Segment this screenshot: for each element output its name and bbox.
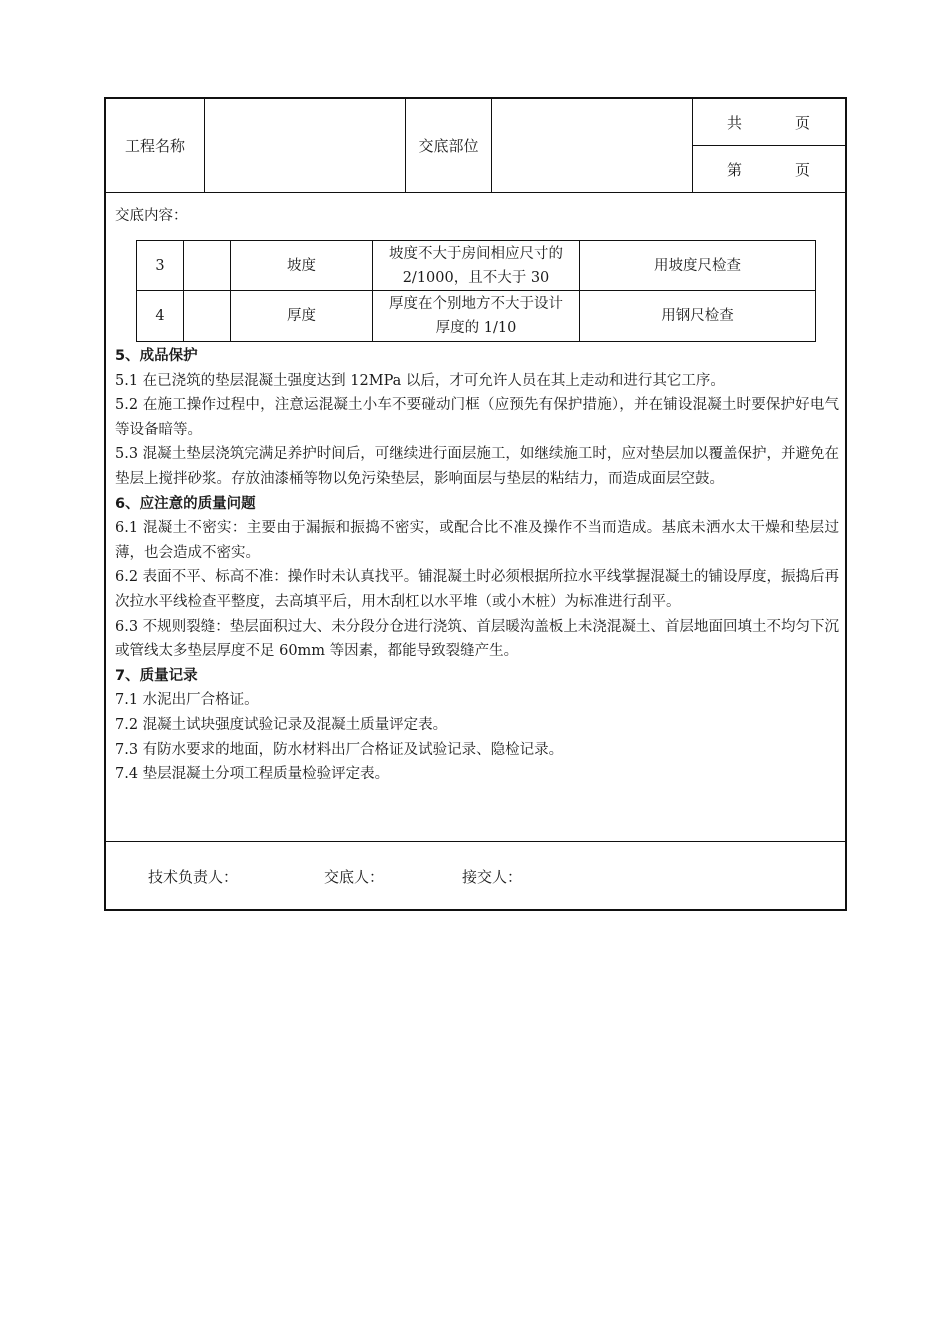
row-standard — [373, 291, 580, 342]
paragraph: 7.2 混凝土试块强度试验记录及混凝土质量评定表。 — [115, 716, 448, 733]
paragraph: 5.2 在施工操作过程中，注意运混凝土小车不要碰动门框（应预先有保护措施），并在铺设混凝土时要保护好电气等设备暗等。 — [115, 397, 839, 438]
table-row — [137, 291, 816, 342]
tech-lead-signature-label: 技术负责人： — [148, 868, 239, 886]
total-label: 共 — [727, 113, 743, 132]
paragraph: 5.3 混凝土垫层浇筑完满足养护时间后，可继续进行面层施工，如继续施工时，应对垫层加以覆盖保护，并避免在垫层上搅拌砂浆。存放油漆桶等物以免污染垫层，影响面层与垫层的粘结力，而造成面层空鼓。 — [115, 446, 839, 487]
signature-row — [106, 842, 845, 909]
row-number: 4 — [137, 291, 184, 342]
content-intro-label: 交底内容： — [115, 208, 188, 224]
section-heading: 5、成品保护 — [115, 348, 198, 364]
inspection-table — [136, 240, 816, 342]
paragraph: 6.2 表面不平、标高不准：操作时未认真找平。铺混凝土时必须根据所拉水平线掌握混凝土的铺设厚度，振捣后再次拉水平线检查平整度，去高填平后，用木刮杠以水平堆（或小木桩）为标准进行刮平。 — [115, 569, 839, 610]
handover-content — [106, 193, 845, 842]
row-blank — [184, 241, 231, 291]
project-name-label: 工程名称 — [106, 99, 205, 192]
standard-line: 坡度不大于房间相应尺寸的 — [389, 245, 563, 262]
total-pages — [693, 99, 845, 146]
total-unit: 页 — [795, 113, 811, 132]
paragraph: 7.4 垫层混凝土分项工程质量检验评定表。 — [115, 766, 390, 783]
standard-line: 2/1000，且不大于 30 — [402, 269, 550, 286]
paragraph: 7.1 水泥出厂合格证。 — [115, 692, 259, 709]
row-blank — [184, 291, 231, 342]
row-standard — [373, 241, 580, 291]
row-item: 坡度 — [231, 241, 373, 291]
row-number: 3 — [137, 241, 184, 291]
handover-part-label: 交底部位 — [406, 99, 492, 192]
paragraph: 6.3 不规则裂缝：垫层面积过大、未分段分仓进行浇筑、首层暖沟盖板上未浇混凝土、首层地面回填土不均匀下沉或管线太多垫层厚度不足 60mm 等因素，都能导致裂缝产生。 — [115, 618, 839, 660]
section-heading: 6、应注意的质量问题 — [115, 495, 256, 512]
page-unit: 页 — [795, 160, 811, 179]
handover-form — [104, 97, 847, 911]
content-body — [115, 344, 839, 787]
page-label: 第 — [727, 160, 743, 179]
form-header — [106, 99, 845, 193]
row-item: 厚度 — [231, 291, 373, 342]
handover-person-signature-label: 交底人： — [324, 868, 385, 886]
receiver-signature-label: 接交人： — [462, 868, 523, 886]
row-method: 用钢尺检查 — [580, 291, 816, 342]
project-name-field[interactable] — [205, 99, 406, 192]
standard-line: 厚度在个别地方不大于设计 — [389, 296, 563, 312]
standard-line: 厚度的 1/10 — [435, 320, 517, 336]
paragraph: 5.1 在已浇筑的垫层混凝土强度达到 12MPa 以后，才可允许人员在其上走动和进行其它工序。 — [115, 372, 725, 389]
paragraph: 7.3 有防水要求的地面，防水材料出厂合格证及试验记录、隐检记录。 — [115, 741, 564, 758]
handover-part-field[interactable] — [492, 99, 693, 192]
table-row — [137, 241, 816, 291]
page-number — [693, 146, 845, 192]
section-heading: 7、质量记录 — [115, 667, 198, 684]
paragraph: 6.1 混凝土不密实：主要由于漏振和振捣不密实，或配合比不准及操作不当而造成。基底未洒水太干燥和垫层过薄，也会造成不密实。 — [115, 520, 839, 561]
row-method: 用坡度尺检查 — [580, 241, 816, 291]
